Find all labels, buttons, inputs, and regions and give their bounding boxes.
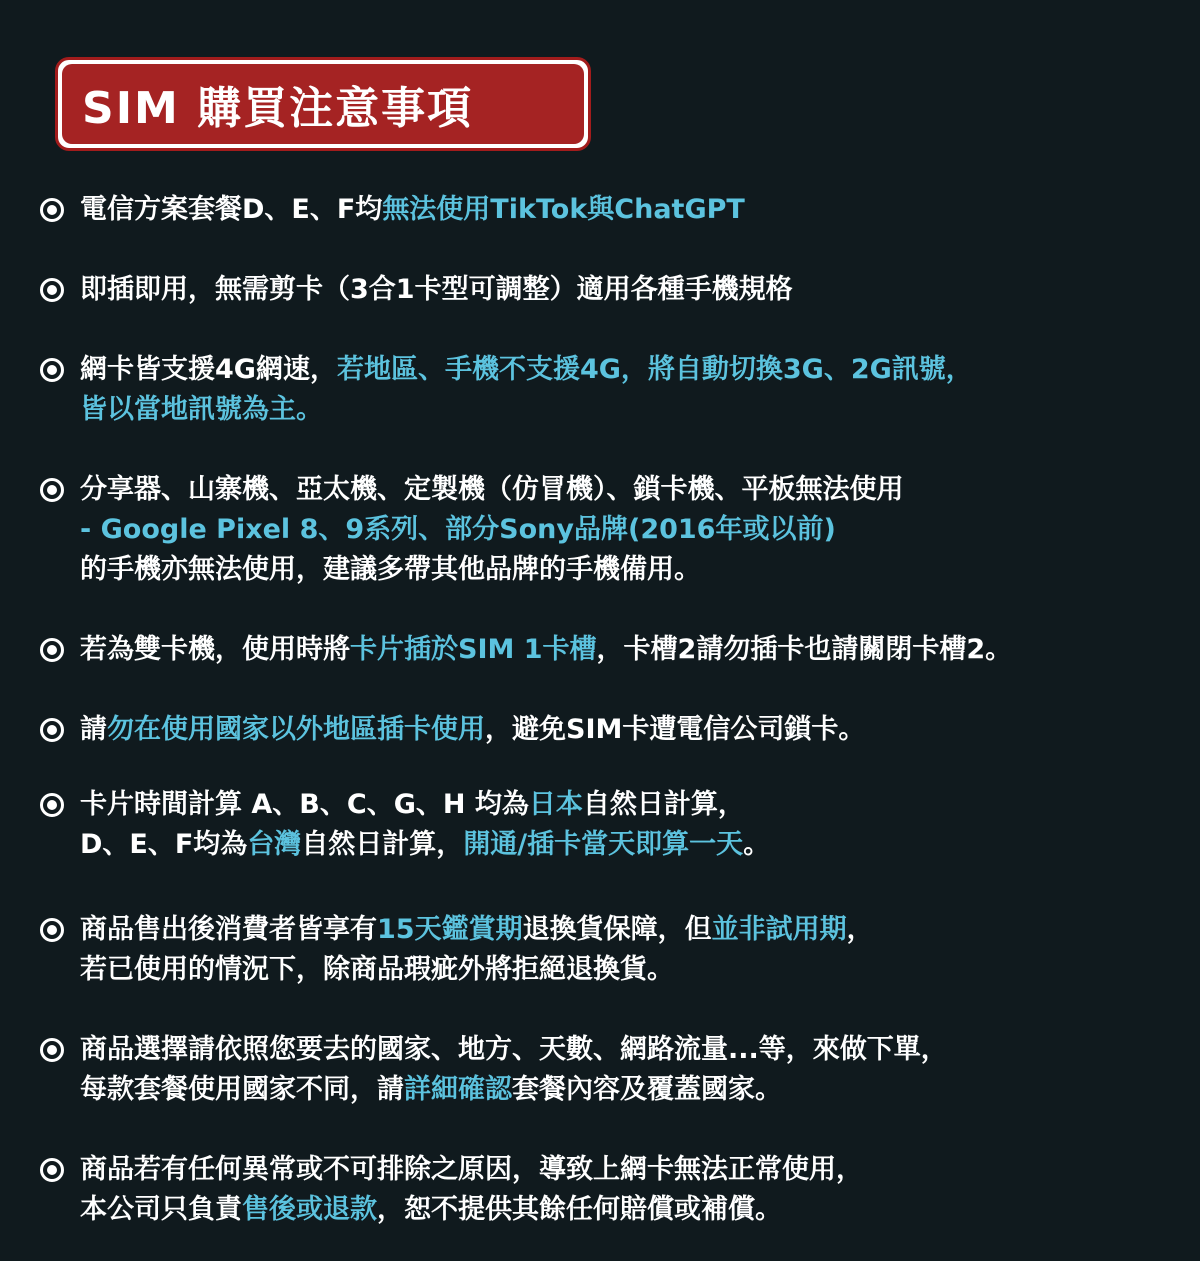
- note-line: [80, 1070, 1170, 1110]
- highlight-text: 卡片插於SIM 1卡槽: [350, 634, 597, 665]
- note-text: D、E、F均為: [80, 829, 248, 860]
- bullet-circle-dot-icon: [40, 478, 64, 502]
- note-text: 套餐內容及覆蓋國家。: [512, 1074, 782, 1105]
- note-line: [80, 550, 1170, 590]
- note-line: [80, 470, 1170, 510]
- bullet-circle-dot-icon: [40, 638, 64, 662]
- note-item: [40, 710, 1170, 750]
- note-item: [40, 470, 1170, 590]
- note-text: 商品選擇請依照您要去的國家、地方、天數、網路流量...等，來做下單，: [80, 1034, 948, 1065]
- note-line: [80, 270, 1170, 310]
- note-text: 商品若有任何異常或不可排除之原因，導致上網卡無法正常使用，: [80, 1154, 863, 1185]
- note-text: 請: [80, 714, 107, 745]
- note-line: [80, 1150, 1170, 1190]
- note-line: [80, 950, 1170, 990]
- highlight-text: 售後或退款: [242, 1194, 377, 1225]
- highlight-text: 勿在使用國家以外地區插卡使用: [107, 714, 485, 745]
- note-line: [80, 390, 1170, 430]
- note-text: 自然日計算，: [582, 789, 745, 820]
- bullet-circle-dot-icon: [40, 358, 64, 382]
- note-line: [80, 785, 1170, 825]
- note-text: 自然日計算，: [301, 829, 464, 860]
- note-item: [40, 270, 1170, 310]
- note-text: ，: [846, 914, 874, 945]
- highlight-text: 台灣: [247, 829, 302, 860]
- note-item: [40, 910, 1170, 990]
- page-title: SIM 購買注意事項: [62, 64, 584, 144]
- note-line: [80, 630, 1170, 670]
- note-item: [40, 190, 1170, 230]
- note-text: 即插即用，無需剪卡（3合1卡型可調整）適用各種手機規格: [80, 274, 793, 305]
- highlight-text: 日本: [528, 789, 583, 820]
- note-text: 若為雙卡機，使用時將: [80, 634, 350, 665]
- highlight-text: 並非試用期: [711, 914, 847, 945]
- highlight-text: 詳細確認: [404, 1074, 512, 1105]
- highlight-text: 15天鑑賞期: [377, 914, 523, 945]
- title-badge: [55, 57, 591, 151]
- bullet-circle-dot-icon: [40, 1038, 64, 1062]
- bullet-circle-dot-icon: [40, 198, 64, 222]
- note-line: [80, 190, 1170, 230]
- note-text: 的手機亦無法使用，建議多帶其他品牌的手機備用。: [80, 554, 701, 585]
- note-text: 若已使用的情況下，除商品瑕疵外將拒絕退換貨。: [80, 954, 674, 985]
- note-text: ，避免SIM卡遭電信公司鎖卡。: [485, 714, 866, 745]
- note-line: [80, 1190, 1170, 1230]
- note-text: 。: [743, 829, 771, 860]
- note-item: [40, 1150, 1170, 1230]
- note-text: 卡片時間計算 A、B、C、G、H 均為: [80, 789, 529, 820]
- note-text: 商品售出後消費者皆享有: [80, 914, 377, 945]
- note-item: [40, 630, 1170, 670]
- note-line: [80, 710, 1170, 750]
- highlight-text: 皆以當地訊號為主。: [80, 394, 323, 425]
- highlight-text: 開通/插卡當天即算一天: [463, 829, 744, 860]
- highlight-text: 若地區、手機不支援4G，將自動切換3G、2G訊號，: [336, 354, 973, 385]
- bullet-circle-dot-icon: [40, 793, 64, 817]
- note-text: ，卡槽2請勿插卡也請關閉卡槽2。: [596, 634, 1013, 665]
- bullet-circle-dot-icon: [40, 278, 64, 302]
- note-text: 退換貨保障，但: [522, 914, 712, 945]
- note-text: 本公司只負責: [80, 1194, 242, 1225]
- note-text: 網卡皆支援4G網速，: [80, 354, 337, 385]
- note-line: [80, 1030, 1170, 1070]
- note-item: [40, 350, 1170, 430]
- note-line: [80, 910, 1170, 950]
- bullet-circle-dot-icon: [40, 1158, 64, 1182]
- bullet-circle-dot-icon: [40, 918, 64, 942]
- note-item: [40, 785, 1170, 865]
- note-item: [40, 1030, 1170, 1110]
- note-line: [80, 825, 1170, 865]
- note-text: ，恕不提供其餘任何賠償或補償。: [377, 1194, 782, 1225]
- note-line: [80, 350, 1170, 390]
- bullet-circle-dot-icon: [40, 718, 64, 742]
- highlight-text: 無法使用TikTok與ChatGPT: [382, 194, 745, 225]
- note-text: 電信方案套餐D、E、F均: [80, 194, 383, 225]
- note-text: 每款套餐使用國家不同，請: [80, 1074, 404, 1105]
- note-text: 分享器、山寨機、亞太機、定製機（仿冒機）、鎖卡機、平板無法使用: [80, 474, 904, 505]
- note-line: [80, 510, 1170, 550]
- highlight-text: - Google Pixel 8、9系列、部分Sony品牌(2016年或以前): [80, 514, 836, 545]
